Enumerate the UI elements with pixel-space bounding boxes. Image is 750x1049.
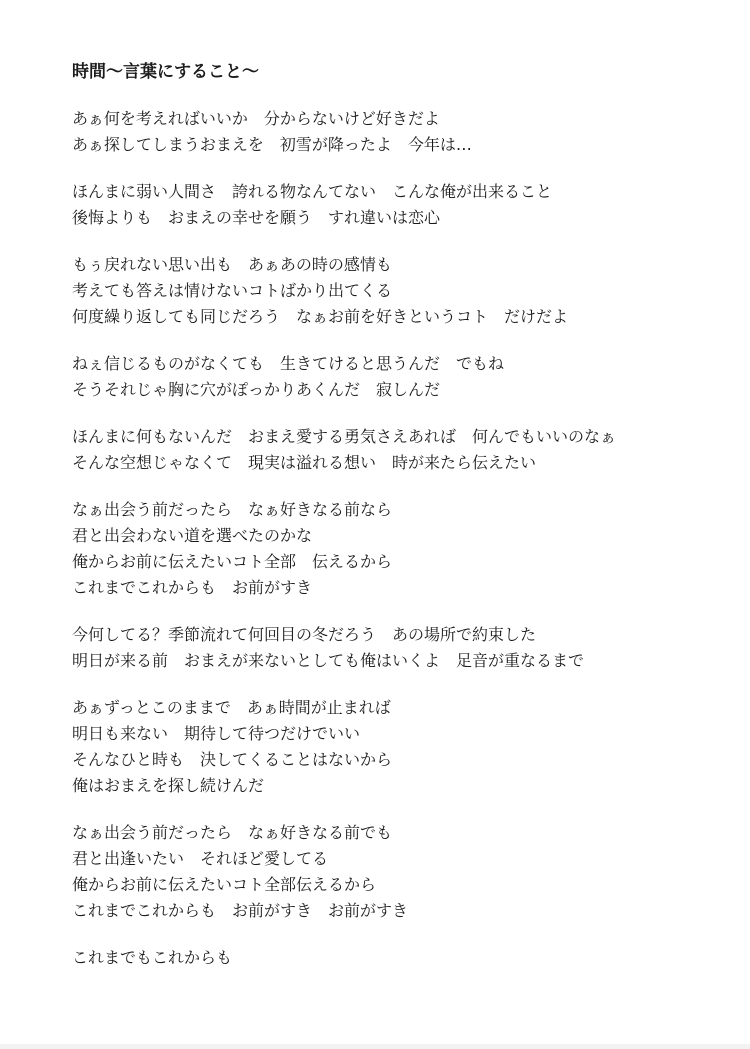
lyric-line: これまでもこれからも — [72, 948, 233, 967]
lyric-line: そうそれじゃ胸に穴がぽっかりあくんだ 寂しんだ — [72, 380, 441, 399]
lyric-line: ねぇ信じるものがなくても 生きてけると思うんだ でもね — [72, 354, 505, 373]
lyric-line: ほんまに弱い人間さ 誇れる物なんてない こんな俺が出来ること — [72, 182, 553, 201]
lyric-line: 俺からお前に伝えたいコト全部伝えるから — [72, 875, 377, 894]
stanza-7 — [72, 622, 732, 674]
stanza-8 — [72, 695, 732, 799]
stanza-1 — [72, 106, 732, 158]
stanza-6 — [72, 497, 732, 601]
lyric-line: なぁ出会う前だったら なぁ好きなる前でも — [72, 823, 393, 842]
lyric-line: あぁずっとこのままで あぁ時間が止まれば — [72, 698, 391, 717]
lyrics-title: 時間〜言葉にすること〜 — [72, 62, 259, 82]
lyric-line: 明日も来ない 期待して待つだけでいい — [72, 724, 361, 743]
lyric-line: そんなひと時も 決してくることはないから — [72, 750, 393, 769]
lyric-line: 何度繰り返しても同じだろう なぁお前を好きというコト だけだよ — [72, 307, 569, 326]
lyric-line: 俺はおまえを探し続けんだ — [72, 776, 265, 795]
stanza-3 — [72, 252, 732, 330]
page-bottom-edge — [0, 1044, 750, 1049]
lyric-line: 後悔よりも おまえの幸せを願う すれ違いは恋心 — [72, 208, 441, 227]
lyric-line: 俺からお前に伝えたいコト全部 伝えるから — [72, 552, 393, 571]
stanza-2 — [72, 179, 732, 231]
lyrics-body — [72, 106, 732, 992]
lyric-line: なぁ出会う前だったら なぁ好きなる前なら — [72, 500, 393, 519]
lyric-line: あぁ何を考えればいいか 分からないけど好きだよ — [72, 109, 440, 128]
stanza-5 — [72, 424, 732, 476]
lyric-line: これまでこれからも お前がすき お前がすき — [72, 901, 409, 920]
lyric-line: 君と出逢いたい それほど愛してる — [72, 849, 329, 868]
stanza-10 — [72, 945, 732, 971]
lyric-line: あぁ探してしまうおまえを 初雪が降ったよ 今年は… — [72, 135, 472, 154]
stanza-9 — [72, 820, 732, 924]
lyric-line: 明日が来る前 おまえが来ないとしても俺はいくよ 足音が重なるまで — [72, 651, 585, 670]
lyric-line: もぅ戻れない思い出も あぁあの時の感情も — [72, 255, 392, 274]
lyric-line: 今何してる？季節流れて何回目の冬だろう あの場所で約束した — [72, 625, 537, 644]
lyric-line: これまでこれからも お前がすき — [72, 578, 313, 597]
lyric-line: 考えても答えは情けないコトばかり出てくる — [72, 281, 393, 300]
lyric-line: そんな空想じゃなくて 現実は溢れる想い 時が来たら伝えたい — [72, 453, 537, 472]
lyric-line: ほんまに何もないんだ おまえ愛する勇気さえあれば 何んでもいいのなぁ — [72, 427, 617, 446]
lyric-line: 君と出会わない道を選べたのかな — [72, 526, 313, 545]
stanza-4 — [72, 351, 732, 403]
